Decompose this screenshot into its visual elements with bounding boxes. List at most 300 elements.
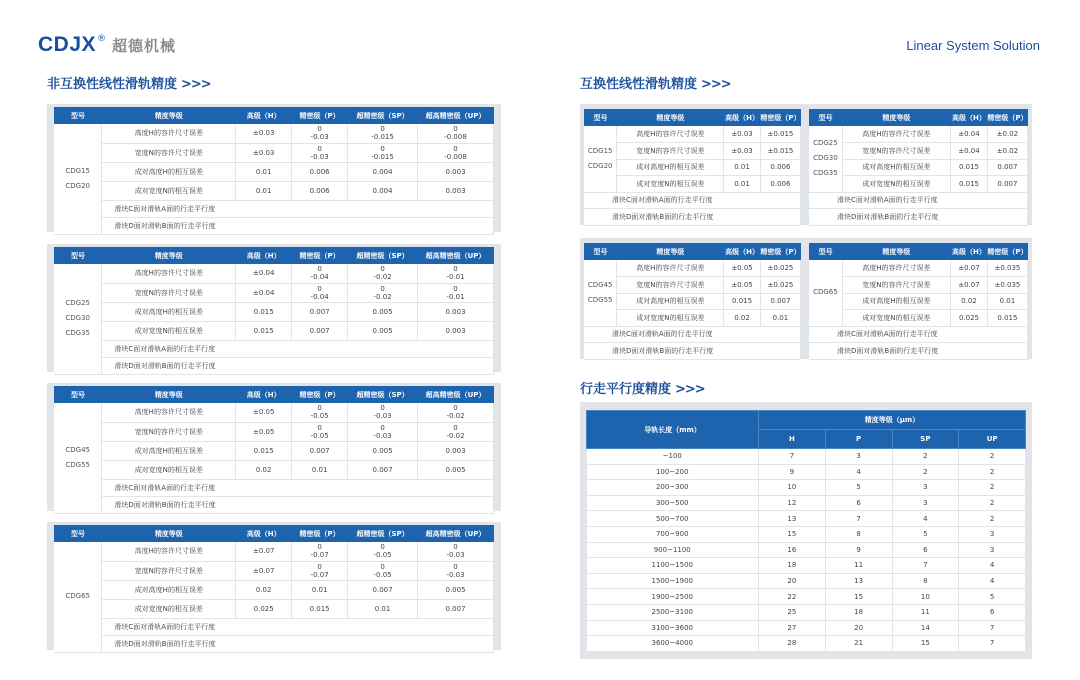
table-body [809, 126, 1028, 225]
grade-p-value [292, 321, 348, 340]
grade-p-value [292, 460, 348, 479]
rail-length-cell: 1500~1900 [587, 573, 759, 589]
model-cell [54, 403, 102, 513]
model-name: CDG25 [65, 299, 91, 308]
cell-value: 0 [380, 404, 385, 413]
parallelism-value: 18 [825, 604, 892, 620]
table-row [584, 293, 801, 310]
table-head [54, 386, 494, 403]
parallelism-value: 15 [759, 526, 826, 542]
cell-value: 0 [317, 265, 322, 274]
grade-h-value: 0.015 [951, 159, 988, 176]
table-row [587, 526, 1026, 542]
cell-value: 0.005 [445, 465, 466, 474]
cell-value: 0 [380, 543, 385, 552]
table-body [54, 542, 494, 652]
model-name: CDG25 [813, 139, 838, 148]
column-header: 精密级（P） [292, 107, 348, 124]
precision-table [54, 247, 494, 375]
cell-value: 0 [453, 543, 458, 552]
table-body [809, 260, 1028, 359]
table-row [587, 589, 1026, 605]
column-header: 精密级（P） [292, 525, 348, 542]
column-header: 精密级（P） [760, 243, 800, 260]
grade-h-value: 0.02 [236, 460, 292, 479]
grade-p-value [292, 124, 348, 143]
grade-p-value [292, 580, 348, 599]
section-title-running-parallelism [580, 378, 705, 397]
cell-value: 0 [453, 144, 458, 153]
parallelism-value: 27 [759, 620, 826, 636]
cell-value: 0.006 [309, 186, 330, 195]
parallelism-note: 滑块C面对滑轨A面的行走平行度 [584, 192, 801, 209]
parallelism-value: 28 [759, 636, 826, 652]
model-cell [809, 126, 842, 192]
model-name: CDG20 [65, 181, 91, 190]
parallelism-note: 滑块D面对滑轨B面的行走平行度 [102, 357, 494, 374]
parallelism-value: 7 [825, 511, 892, 527]
table-row [809, 176, 1028, 193]
cell-value: -0.07 [310, 551, 329, 560]
interchangeable-panel [580, 104, 805, 225]
cell-value: -0.02 [446, 431, 465, 440]
grade-h-value: 0.01 [236, 162, 292, 181]
header-row [54, 247, 494, 264]
grade-h-value: ±0.04 [951, 143, 988, 160]
cell-value: 0 [453, 423, 458, 432]
column-header: 型号 [54, 107, 102, 124]
column-header: 高级（H） [236, 386, 292, 403]
rail-length-cell: 500~700 [587, 511, 759, 527]
interchangeable-panel [805, 104, 1032, 225]
cell-value: 0 [453, 265, 458, 274]
model-cell [809, 260, 842, 326]
precision-table [54, 525, 494, 653]
grade-p-value: ±0.035 [987, 260, 1027, 277]
grade-sp-value [348, 321, 418, 340]
grade-sp-value [348, 283, 418, 302]
parallelism-value: 5 [825, 480, 892, 496]
cell-value: 0.01 [374, 604, 391, 613]
grade-up-value [418, 599, 494, 618]
precision-item-label: 宽度N的容许尺寸误差 [842, 143, 950, 160]
cell-value: 0 [317, 404, 322, 413]
parallelism-value: 2 [959, 511, 1026, 527]
parallelism-value: 10 [759, 480, 826, 496]
grade-up-value [418, 422, 494, 441]
model-cell [54, 264, 102, 374]
table-body [584, 126, 801, 225]
table-row [584, 159, 801, 176]
precision-item-label: 宽度N的容许尺寸误差 [842, 277, 950, 294]
note-row [54, 618, 494, 635]
grade-header: 精度等级（μm） [759, 411, 1026, 430]
table-row [587, 480, 1026, 496]
column-header: 超高精密级（UP） [418, 247, 494, 264]
brand-logo [38, 33, 176, 57]
parallelism-value: 6 [892, 542, 959, 558]
cell-value: -0.02 [446, 412, 465, 421]
cell-value: -0.05 [310, 431, 329, 440]
grade-sp-header: SP [892, 430, 959, 449]
rail-length-cell: 2500~3100 [587, 604, 759, 620]
precision-table [809, 243, 1028, 360]
table-row [584, 310, 801, 327]
grade-p-value [292, 302, 348, 321]
cell-value: 0.003 [445, 307, 466, 316]
table-body [54, 403, 494, 513]
cell-value: 0 [380, 144, 385, 153]
table-row [54, 181, 494, 200]
parallelism-value: 4 [959, 573, 1026, 589]
column-header: 超精密级（SP） [348, 525, 418, 542]
grade-up-value [418, 162, 494, 181]
cell-value: 0.005 [372, 446, 393, 455]
parallelism-note: 滑块C面对滑轨A面的行走平行度 [809, 326, 1028, 343]
parallelism-note: 滑块D面对滑轨B面的行走平行度 [102, 496, 494, 513]
grade-up-value [418, 321, 494, 340]
table-row [587, 464, 1026, 480]
parallelism-value: 2 [959, 449, 1026, 465]
note-row [54, 340, 494, 357]
grade-p-value [292, 422, 348, 441]
note-row [54, 217, 494, 234]
header-row [809, 109, 1028, 126]
cell-value: -0.008 [444, 152, 467, 161]
grade-p-value: ±0.015 [760, 126, 800, 143]
grade-p-value [292, 599, 348, 618]
interchangeable-panel [580, 238, 805, 359]
parallelism-note: 滑块C面对滑轨A面的行走平行度 [102, 200, 494, 217]
precision-item-label: 高度H的容许尺寸误差 [842, 260, 950, 277]
parallelism-panel [580, 402, 1032, 659]
table-body [584, 260, 801, 359]
table-row [587, 558, 1026, 574]
table-body [54, 124, 494, 234]
precision-item-label: 成对宽度N的相互误差 [842, 310, 950, 327]
logo-chinese-name: 超德机械 [112, 37, 177, 55]
cell-value: 0 [380, 423, 385, 432]
table-row [54, 302, 494, 321]
precision-item-label: 宽度N的容许尺寸误差 [617, 143, 724, 160]
grade-h-value: ±0.03 [236, 124, 292, 143]
cell-value: 0 [453, 562, 458, 571]
table-row [809, 310, 1028, 327]
table-row [587, 604, 1026, 620]
cell-value: 0.003 [445, 186, 466, 195]
grade-sp-value [348, 264, 418, 283]
model-name: CDG45 [587, 280, 613, 289]
precision-item-label: 成对宽度N的相互误差 [102, 181, 236, 200]
parallelism-value: 16 [759, 542, 826, 558]
logo-mark: CDJX [38, 33, 97, 56]
parallelism-value: 3 [825, 449, 892, 465]
grade-h-value: ±0.03 [236, 143, 292, 162]
column-header: 超高精密级（UP） [418, 107, 494, 124]
precision-item-label: 高度H的容许尺寸误差 [617, 126, 724, 143]
table-row [809, 143, 1028, 160]
table-head [809, 243, 1028, 260]
parallelism-value: 3 [892, 480, 959, 496]
grade-h-value: 0.015 [236, 321, 292, 340]
cell-value: -0.008 [444, 133, 467, 142]
precision-table [809, 109, 1028, 226]
parallelism-value: 9 [825, 542, 892, 558]
rail-length-cell: 1900~2500 [587, 589, 759, 605]
parallelism-value: 2 [959, 464, 1026, 480]
grade-p-value: 0.01 [760, 310, 800, 327]
grade-h-value: ±0.07 [236, 542, 292, 561]
column-header: 超高精密级（UP） [418, 525, 494, 542]
parallelism-value: 3 [892, 495, 959, 511]
parallelism-value: 21 [825, 636, 892, 652]
grade-h-value: ±0.07 [951, 260, 988, 277]
parallelism-value: 13 [759, 511, 826, 527]
precision-item-label: 高度H的容许尺寸误差 [102, 124, 236, 143]
model-name: CDG55 [587, 295, 613, 304]
cell-value: 0.01 [311, 465, 328, 474]
cell-value: 0.007 [372, 465, 393, 474]
cell-value: -0.05 [310, 412, 329, 421]
grade-sp-value [348, 460, 418, 479]
note-row [584, 326, 801, 343]
column-header: 精度等级 [102, 525, 236, 542]
note-row [584, 209, 801, 226]
table-head [54, 247, 494, 264]
rail-length-cell: 1100~1500 [587, 558, 759, 574]
parallelism-value: 20 [759, 573, 826, 589]
table-row [587, 495, 1026, 511]
table-row [809, 159, 1028, 176]
table-row [54, 542, 494, 561]
rail-length-cell: 3100~3600 [587, 620, 759, 636]
note-row [584, 343, 801, 360]
grade-p-value: ±0.02 [987, 126, 1027, 143]
grade-p-value [292, 561, 348, 580]
parallelism-value: 6 [825, 495, 892, 511]
grade-p-value [292, 162, 348, 181]
grade-h-value: 0.01 [724, 176, 761, 193]
column-header: 型号 [54, 247, 102, 264]
table-row [587, 449, 1026, 465]
table-row [54, 124, 494, 143]
cell-value: -0.03 [446, 551, 465, 560]
precision-item-label: 成对高度H的相互误差 [617, 159, 724, 176]
cell-value: 0.006 [309, 167, 330, 176]
parallelism-value: 8 [892, 573, 959, 589]
parallelism-value: 6 [959, 604, 1026, 620]
precision-item-label: 成对宽度N的相互误差 [617, 310, 724, 327]
precision-item-label: 宽度N的容许尺寸误差 [102, 283, 236, 302]
column-header: 超精密级（SP） [348, 386, 418, 403]
cell-value: -0.01 [446, 292, 465, 301]
column-header: 精密级（P） [292, 386, 348, 403]
precision-table [54, 107, 494, 235]
grade-p-value [292, 283, 348, 302]
model-name: CDG45 [65, 445, 91, 454]
column-header: 精密级（P） [987, 109, 1027, 126]
parallelism-value: 3 [959, 526, 1026, 542]
parallelism-value: 2 [892, 464, 959, 480]
grade-p-value: ±0.025 [760, 277, 800, 294]
grade-up-value [418, 124, 494, 143]
cell-value: 0.003 [445, 326, 466, 335]
cell-value: 0 [317, 423, 322, 432]
grade-up-value [418, 441, 494, 460]
cell-value: -0.07 [310, 570, 329, 579]
column-header: 精密级（P） [987, 243, 1027, 260]
header-row [54, 107, 494, 124]
cell-value: 0 [317, 144, 322, 153]
model-name: CDG65 [813, 288, 838, 297]
column-header: 型号 [809, 243, 842, 260]
precision-item-label: 成对宽度N的相互误差 [102, 321, 236, 340]
table-row [584, 260, 801, 277]
grade-up-value [418, 264, 494, 283]
parallelism-value: 2 [959, 480, 1026, 496]
precision-item-label: 成对高度H的相互误差 [102, 302, 236, 321]
parallelism-note: 滑块C面对滑轨A面的行走平行度 [584, 326, 801, 343]
column-header: 精度等级 [617, 243, 724, 260]
table-row [809, 126, 1028, 143]
grade-h-header: H [759, 430, 826, 449]
parallelism-value: 20 [825, 620, 892, 636]
cell-value: 0 [317, 543, 322, 552]
grade-p-value: ±0.035 [987, 277, 1027, 294]
precision-table [54, 386, 494, 514]
chevrons-icon: >>> [675, 382, 705, 397]
parallelism-value: 8 [825, 526, 892, 542]
model-name: CDG35 [813, 169, 838, 178]
table-row [54, 143, 494, 162]
table-row [54, 580, 494, 599]
cell-value: 0.003 [445, 446, 466, 455]
grade-up-value [418, 460, 494, 479]
precision-item-label: 成对宽度N的相互误差 [102, 599, 236, 618]
parallelism-value: 15 [892, 636, 959, 652]
section-title-non-interchangeable [47, 73, 211, 92]
model-name: CDG65 [65, 592, 91, 601]
grade-h-value: 0.02 [951, 293, 988, 310]
column-header: 型号 [54, 525, 102, 542]
column-header: 型号 [584, 109, 617, 126]
grade-sp-value [348, 422, 418, 441]
rail-length-cell: 900~1100 [587, 542, 759, 558]
grade-h-value: 0.015 [951, 176, 988, 193]
parallelism-note: 滑块C面对滑轨A面的行走平行度 [102, 479, 494, 496]
cell-value: -0.03 [446, 570, 465, 579]
grade-sp-value [348, 542, 418, 561]
model-name: CDG30 [65, 314, 91, 323]
parallelism-note: 滑块D面对滑轨B面的行走平行度 [809, 209, 1028, 226]
parallelism-value: 4 [892, 511, 959, 527]
grade-up-value [418, 302, 494, 321]
cell-value: -0.05 [373, 551, 392, 560]
table-row [54, 162, 494, 181]
header-row [584, 243, 801, 260]
rail-length-header: 导轨长度（mm） [587, 411, 759, 449]
grade-h-value: ±0.07 [951, 277, 988, 294]
cell-value: -0.03 [310, 133, 329, 142]
column-header: 高级（H） [236, 247, 292, 264]
grade-sp-value [348, 441, 418, 460]
parallelism-value: 9 [759, 464, 826, 480]
precision-item-label: 成对高度H的相互误差 [842, 159, 950, 176]
grade-up-value [418, 143, 494, 162]
parallelism-value: 25 [759, 604, 826, 620]
precision-item-label: 高度H的容许尺寸误差 [842, 126, 950, 143]
cell-value: 0.007 [309, 326, 330, 335]
grade-sp-value [348, 181, 418, 200]
non-interchangeable-panel [47, 244, 501, 372]
cell-value: -0.03 [373, 431, 392, 440]
note-row [809, 209, 1028, 226]
table-row [587, 511, 1026, 527]
header-row [584, 109, 801, 126]
grade-h-value: 0.01 [236, 181, 292, 200]
table-row [54, 441, 494, 460]
column-header: 精度等级 [617, 109, 724, 126]
cell-value: -0.015 [371, 133, 394, 142]
grade-p-value [292, 403, 348, 422]
table-head [809, 109, 1028, 126]
table-row [809, 293, 1028, 310]
precision-table [584, 243, 801, 360]
column-header: 型号 [809, 109, 842, 126]
parallelism-note: 滑块D面对滑轨B面的行走平行度 [102, 635, 494, 652]
model-name: CDG30 [813, 154, 838, 163]
model-name: CDG20 [587, 161, 613, 170]
cell-value: 0.01 [311, 585, 328, 594]
parallelism-value: 15 [825, 589, 892, 605]
cell-value: 0.004 [372, 167, 393, 176]
model-name: CDG15 [587, 146, 613, 155]
column-header: 精度等级 [842, 243, 950, 260]
grade-h-value: ±0.05 [236, 422, 292, 441]
column-header: 精密级（P） [760, 109, 800, 126]
cell-value: 0.007 [309, 446, 330, 455]
grade-p-value: ±0.025 [760, 260, 800, 277]
section-title-text: 行走平行度精度 [580, 382, 672, 397]
non-interchangeable-panel [47, 522, 501, 650]
parallelism-value: 13 [825, 573, 892, 589]
parallelism-value: 3 [959, 542, 1026, 558]
precision-item-label: 宽度N的容许尺寸误差 [102, 422, 236, 441]
cell-value: 0 [317, 284, 322, 293]
cell-value: -0.04 [310, 292, 329, 301]
cell-value: 0.003 [445, 167, 466, 176]
cell-value: 0 [453, 284, 458, 293]
precision-item-label: 成对宽度N的相互误差 [617, 176, 724, 193]
rail-length-cell: 100~200 [587, 464, 759, 480]
table-row [587, 542, 1026, 558]
table-row [584, 277, 801, 294]
non-interchangeable-panel [47, 383, 501, 511]
precision-item-label: 成对宽度N的相互误差 [842, 176, 950, 193]
cell-value: 0 [453, 125, 458, 134]
parallelism-value: 5 [892, 526, 959, 542]
grade-sp-value [348, 561, 418, 580]
column-header: 精密级（P） [292, 247, 348, 264]
tagline: Linear System Solution [906, 38, 1040, 53]
table-row [587, 573, 1026, 589]
cell-value: 0 [380, 265, 385, 274]
parallelism-value: 18 [759, 558, 826, 574]
grade-p-value: 0.015 [987, 310, 1027, 327]
grade-up-value [418, 542, 494, 561]
precision-item-label: 高度H的容许尺寸误差 [102, 264, 236, 283]
grade-h-value: ±0.05 [236, 403, 292, 422]
